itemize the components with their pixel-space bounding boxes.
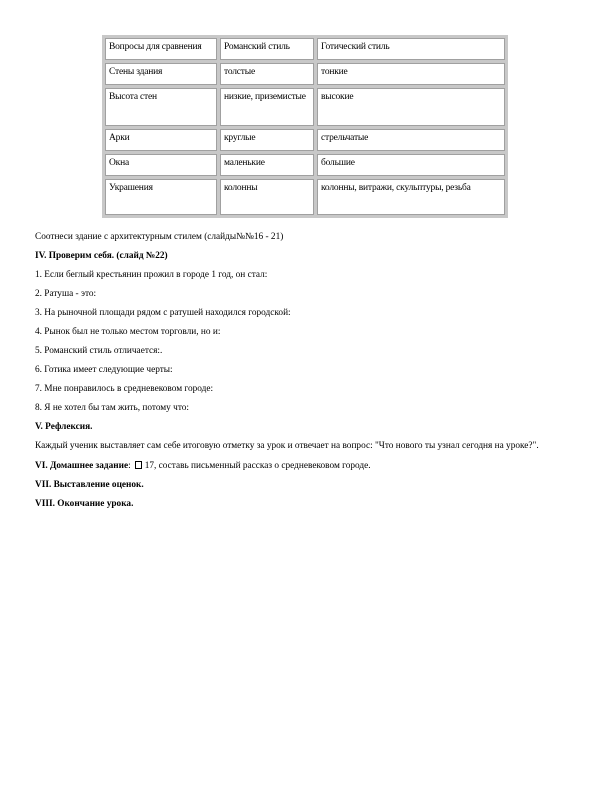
question-line: 8. Я не хотел бы там жить, потому что: — [35, 403, 189, 413]
table-cell: Украшения — [105, 179, 217, 215]
table-row — [105, 88, 505, 126]
table-row — [105, 179, 505, 215]
table-row — [105, 129, 505, 151]
table-row — [105, 63, 505, 85]
square-glyph-icon — [135, 461, 142, 469]
table-cell: круглые — [220, 129, 314, 151]
homework-line — [35, 460, 371, 472]
section-heading: V. Рефлексия. — [35, 422, 93, 432]
question-line: 4. Рынок был не только местом торговли, но и: — [35, 327, 221, 337]
table-cell: высокие — [317, 88, 505, 126]
homework-colon: : — [128, 461, 131, 471]
table-cell: Высота стен — [105, 88, 217, 126]
table-cell: стрельчатые — [317, 129, 505, 151]
question-line: 2. Ратуша - это: — [35, 289, 97, 299]
homework-text: 17, составь письменный рассказ о средневековом городе. — [144, 461, 371, 471]
table-cell: Романский стиль — [220, 38, 314, 60]
table-cell: тонкие — [317, 63, 505, 85]
table-cell: толстые — [220, 63, 314, 85]
table-cell: Арки — [105, 129, 217, 151]
table-row — [105, 154, 505, 176]
table-cell: Стены здания — [105, 63, 217, 85]
reflection-text: Каждый ученик выставляет сам себе итоговую отметку за урок и отвечает на вопрос: "Что нового ты узнал сегодня на уроке?". — [35, 441, 539, 451]
table-cell: колонны, витражи, скульптуры, резьба — [317, 179, 505, 215]
section-heading: VI. Домашнее задание — [35, 461, 129, 471]
table-cell: маленькие — [220, 154, 314, 176]
table-cell: колонны — [220, 179, 314, 215]
table-cell: Вопросы для сравнения — [105, 38, 217, 60]
question-line: 6. Готика имеет следующие черты: — [35, 365, 173, 375]
section-heading: VIII. Окончание урока. — [35, 499, 134, 509]
section-heading: VII. Выставление оценок. — [35, 480, 144, 490]
table-cell: Готический стиль — [317, 38, 505, 60]
question-line: 5. Романский стиль отличается:. — [35, 346, 163, 356]
table-cell: Окна — [105, 154, 217, 176]
relate-instruction: Соотнеси здание с архитектурным стилем (слайды№№16 - 21) — [35, 232, 284, 242]
section-heading: IV. Проверим себя. (слайд №22) — [35, 251, 168, 261]
question-line: 1. Если беглый крестьянин прожил в городе 1 год, он стал: — [35, 270, 268, 280]
table-row — [105, 38, 505, 60]
question-line: 7. Мне понравилось в средневековом городе: — [35, 384, 214, 394]
table-cell: большие — [317, 154, 505, 176]
question-line: 3. На рыночной площади рядом с ратушей находился городской: — [35, 308, 291, 318]
table-cell: низкие, приземистые — [220, 88, 314, 126]
comparison-table — [102, 35, 508, 218]
